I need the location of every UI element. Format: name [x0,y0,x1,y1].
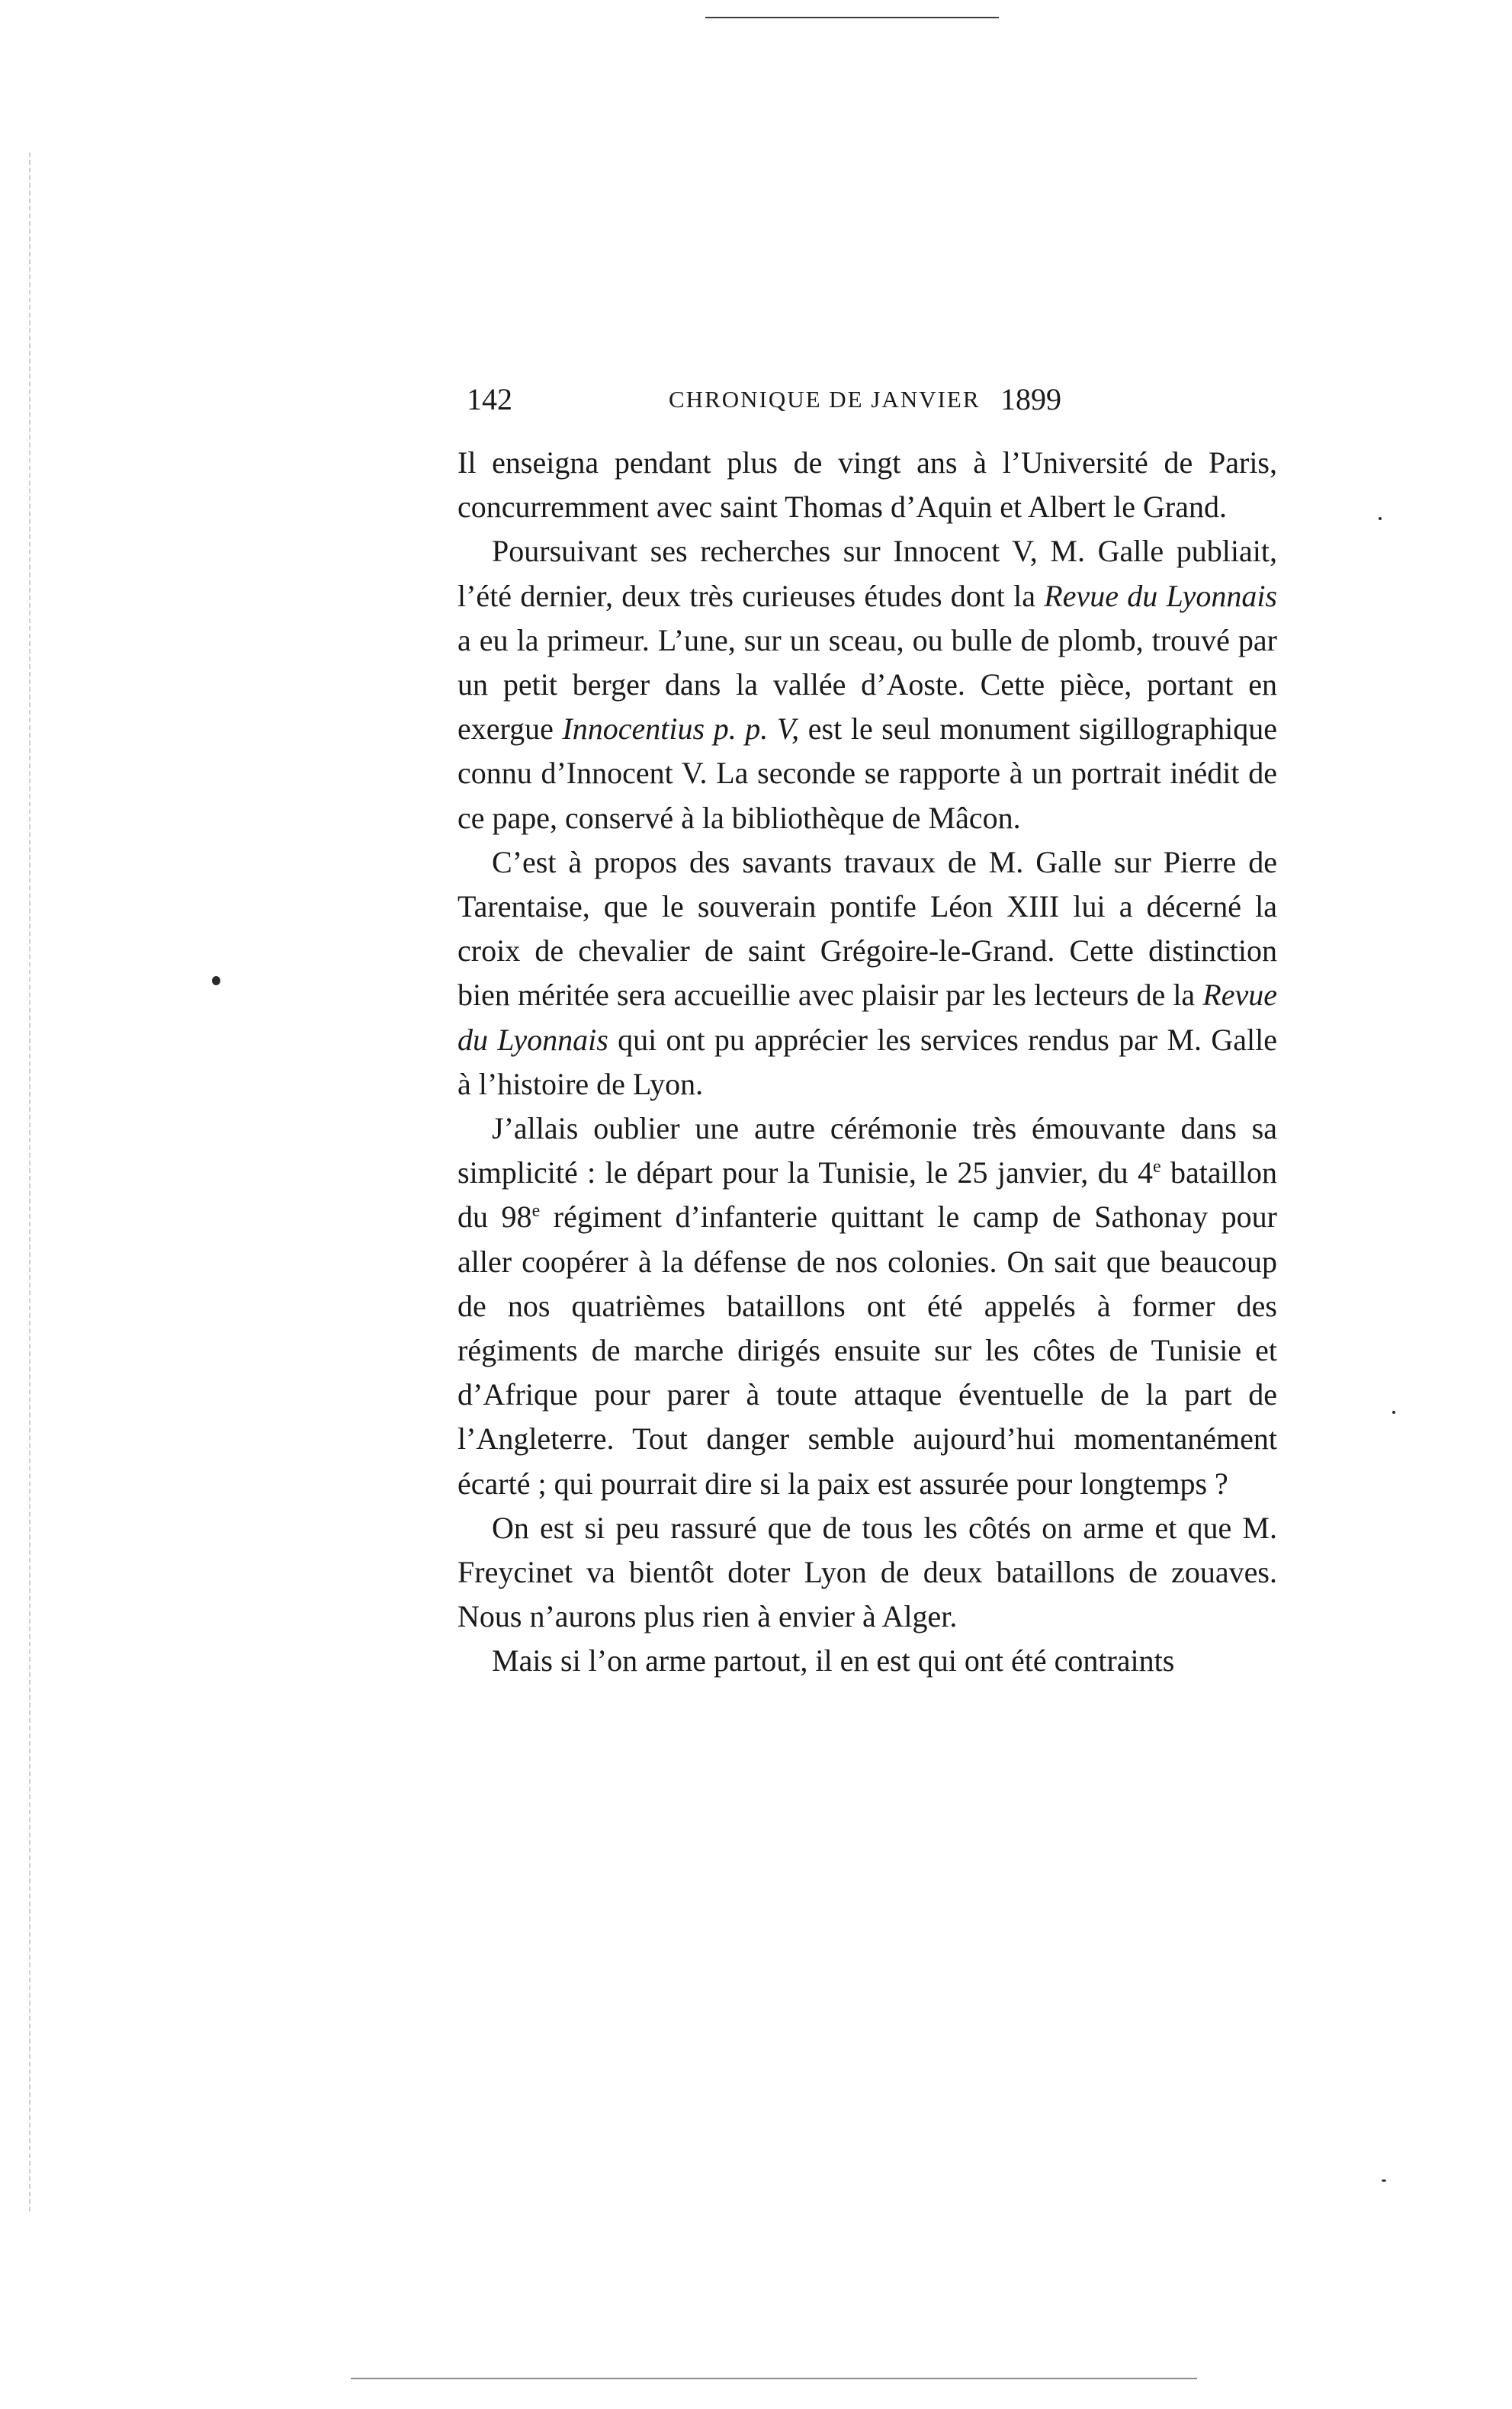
paragraph-2 [457,529,1277,840]
top-rule [705,17,999,18]
italic-title-revue: Revue du Lyonnais [457,978,1277,1057]
body-text [457,441,1277,1684]
paragraph-4 [457,1107,1277,1506]
paragraph-5: On est si peu rassuré que de tous les côtés on arme et que M. Freycinet va bientôt doter Lyon de deux bataillons de zouaves. Nous n’aurons plus rien à envier à Alger. [457,1510,1277,1634]
ordinal-superscript: e [1153,1157,1161,1177]
gutter-scan-mark [29,153,30,2211]
text-run: J’allais oublier une autre cérémonie très émouvante dans sa simplicité : le départ pour la Tunisie, le 25 janvier, du 4 [457,1111,1277,1190]
ink-speck [1379,517,1382,520]
italic-title-revue: Revue du Lyonnais [1044,578,1277,613]
ink-speck [1382,2179,1386,2182]
paragraph-1: Il enseigna pendant plus de vingt ans à l’Université de Paris, concurremment avec saint Thomas d’Aquin et Albert le Grand. [457,445,1277,525]
ordinal-superscript: e [531,1201,541,1222]
running-head [467,377,1077,422]
text-run: régiment d’infanterie quittant le camp de Sathonay pour aller coopérer à la défense de nos colonies. On sait que beaucoup de nos quatrièmes bataillons ont été appelés à former des régiments de marche dirigés ensuite sur les côtes de Tunisie et d’Afrique pour parer à toute attaque éventuelle de la part de l’Angleterre. Tout danger semble aujourd’hui momentanément écarté ; qui pourrait dire si la paix est assurée pour longtemps ? [457,1200,1278,1501]
text-run: a eu la primeur. L’une, sur un sceau, ou bulle de plomb, trouvé par un petit berger dans la vallée d’Aoste. Cette pièce, portant en exergue [457,622,1277,747]
text-run: qui ont pu apprécier les services rendus par M. Galle à l’histoire de Lyon. [457,1022,1277,1101]
running-title: CHRONIQUE DE JANVIER [669,386,981,413]
page-number: 142 [467,382,512,416]
text-run: C’est à propos des savants travaux de M. Galle sur Pierre de Tarentaise, que le souverain pontife Léon XIII lui a décerné la croix de chevalier de saint Grégoire-le-Grand. Cette distinction bien méritée sera accueillie avec plaisir par les lecteurs de la [457,844,1277,1013]
paragraph-3 [457,840,1277,1107]
text-run: est le seul monument sigillographique connu d’Innocent V. La seconde se rapporte à un portrait inédit de ce pape, conservé à la bibliothèque de Mâcon. [457,711,1277,835]
text-run: bataillon du 98 [457,1155,1277,1235]
ink-speck [1392,1411,1395,1414]
text-run: Poursuivant ses recherches sur Innocent V, M. Galle publiait, l’été dernier, deux très curieuses études dont la [457,534,1277,613]
running-year: 1899 [1000,382,1061,416]
bottom-rule [351,2378,1197,2379]
paragraph-6: Mais si l’on arme partout, il en est qui ont été contraints [492,1643,1175,1678]
italic-inscription: Innocentius p. p. V, [562,711,800,747]
ink-speck [212,976,220,985]
